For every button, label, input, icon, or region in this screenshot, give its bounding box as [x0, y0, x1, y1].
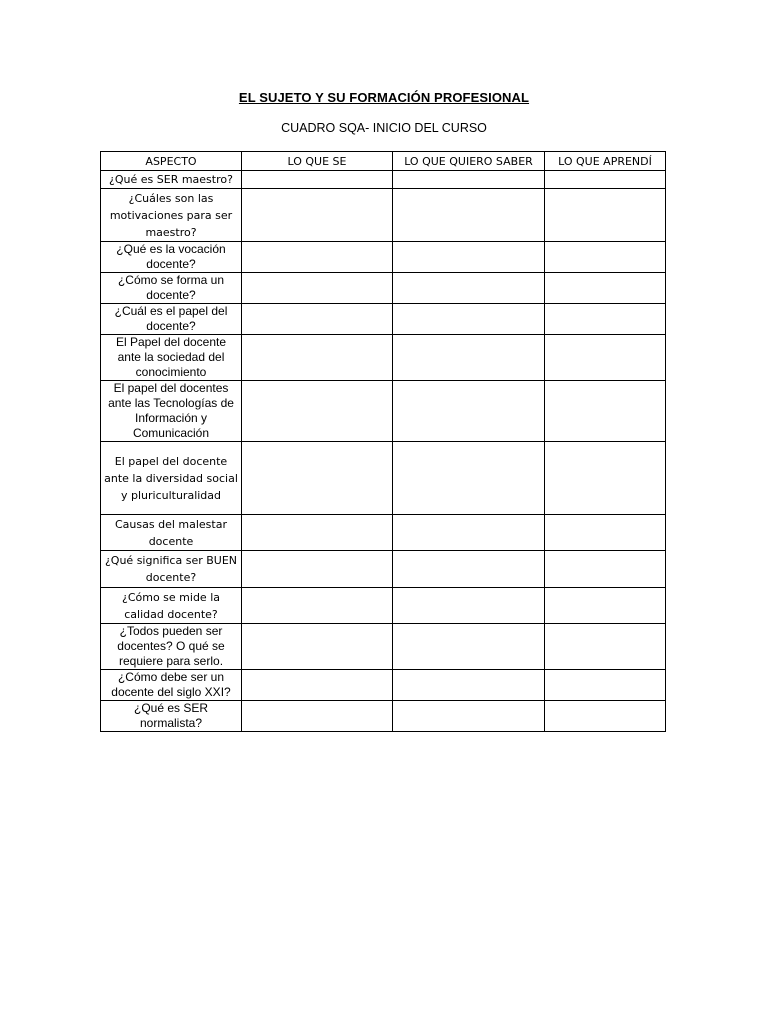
table-row — [101, 588, 666, 624]
lo-que-quiero-saber-cell[interactable] — [393, 670, 545, 701]
lo-que-quiero-saber-cell[interactable] — [393, 304, 545, 335]
lo-que-quiero-saber-cell[interactable] — [393, 242, 545, 273]
lo-que-quiero-saber-cell[interactable] — [393, 189, 545, 242]
lo-que-se-cell[interactable] — [242, 588, 393, 624]
table-row — [101, 670, 666, 701]
lo-que-aprendi-cell[interactable] — [545, 304, 666, 335]
lo-que-aprendi-cell[interactable] — [545, 189, 666, 242]
lo-que-quiero-saber-cell[interactable] — [393, 701, 545, 732]
lo-que-se-cell[interactable] — [242, 442, 393, 515]
lo-que-aprendi-cell[interactable] — [545, 335, 666, 381]
sqa-table — [100, 151, 666, 732]
header-lo-que-se: LO QUE SE — [242, 152, 393, 171]
lo-que-se-cell[interactable] — [242, 171, 393, 189]
aspect-cell: ¿Cómo se forma un docente? — [101, 273, 242, 304]
lo-que-quiero-saber-cell[interactable] — [393, 551, 545, 588]
table-row — [101, 335, 666, 381]
aspect-cell: ¿Todos pueden ser docentes? O qué se requiere para serlo. — [101, 624, 242, 670]
lo-que-se-cell[interactable] — [242, 304, 393, 335]
lo-que-aprendi-cell[interactable] — [545, 242, 666, 273]
lo-que-quiero-saber-cell[interactable] — [393, 442, 545, 515]
table-header-row — [101, 152, 666, 171]
aspect-cell: El Papel del docente ante la sociedad del conocimiento — [101, 335, 242, 381]
aspect-cell: Causas del malestar docente — [101, 515, 242, 551]
lo-que-se-cell[interactable] — [242, 551, 393, 588]
aspect-cell: ¿Cuáles son las motivaciones para ser maestro? — [101, 189, 242, 242]
aspect-cell: ¿Qué es la vocación docente? — [101, 242, 242, 273]
aspect-cell: ¿Cómo se mide la calidad docente? — [101, 588, 242, 624]
lo-que-quiero-saber-cell[interactable] — [393, 588, 545, 624]
aspect-cell: El papel del docentes ante las Tecnologías de Información y Comunicación — [101, 381, 242, 442]
table-row — [101, 381, 666, 442]
lo-que-quiero-saber-cell[interactable] — [393, 171, 545, 189]
lo-que-aprendi-cell[interactable] — [545, 701, 666, 732]
lo-que-se-cell[interactable] — [242, 670, 393, 701]
lo-que-quiero-saber-cell[interactable] — [393, 624, 545, 670]
lo-que-aprendi-cell[interactable] — [545, 171, 666, 189]
table-row — [101, 304, 666, 335]
lo-que-aprendi-cell[interactable] — [545, 551, 666, 588]
lo-que-aprendi-cell[interactable] — [545, 381, 666, 442]
lo-que-aprendi-cell[interactable] — [545, 442, 666, 515]
aspect-cell: ¿Qué es SER normalista? — [101, 701, 242, 732]
aspect-cell: ¿Qué significa ser BUEN docente? — [101, 551, 242, 588]
lo-que-quiero-saber-cell[interactable] — [393, 515, 545, 551]
lo-que-quiero-saber-cell[interactable] — [393, 273, 545, 304]
aspect-cell: El papel del docente ante la diversidad social y pluriculturalidad — [101, 442, 242, 515]
lo-que-aprendi-cell[interactable] — [545, 670, 666, 701]
table-row — [101, 171, 666, 189]
header-lo-que-quiero-saber: LO QUE QUIERO SABER — [393, 152, 545, 171]
lo-que-se-cell[interactable] — [242, 381, 393, 442]
lo-que-aprendi-cell[interactable] — [545, 588, 666, 624]
table-row — [101, 624, 666, 670]
header-aspecto: ASPECTO — [101, 152, 242, 171]
table-row — [101, 515, 666, 551]
aspect-cell: ¿Cuál es el papel del docente? — [101, 304, 242, 335]
lo-que-quiero-saber-cell[interactable] — [393, 381, 545, 442]
lo-que-aprendi-cell[interactable] — [545, 273, 666, 304]
header-lo-que-aprendi: LO QUE APRENDÍ — [545, 152, 666, 171]
lo-que-se-cell[interactable] — [242, 273, 393, 304]
lo-que-quiero-saber-cell[interactable] — [393, 335, 545, 381]
lo-que-aprendi-cell[interactable] — [545, 515, 666, 551]
page-subtitle: CUADRO SQA- INICIO DEL CURSO — [281, 121, 487, 135]
table-row — [101, 189, 666, 242]
aspect-cell: ¿Qué es SER maestro? — [101, 171, 242, 189]
lo-que-se-cell[interactable] — [242, 515, 393, 551]
page-title: EL SUJETO Y SU FORMACIÓN PROFESIONAL — [238, 90, 530, 105]
table-row — [101, 551, 666, 588]
lo-que-se-cell[interactable] — [242, 335, 393, 381]
table-row — [101, 442, 666, 515]
lo-que-aprendi-cell[interactable] — [545, 624, 666, 670]
table-row — [101, 273, 666, 304]
aspect-cell: ¿Cómo debe ser un docente del siglo XXI? — [101, 670, 242, 701]
lo-que-se-cell[interactable] — [242, 701, 393, 732]
table-row — [101, 701, 666, 732]
lo-que-se-cell[interactable] — [242, 624, 393, 670]
lo-que-se-cell[interactable] — [242, 189, 393, 242]
table-row — [101, 242, 666, 273]
lo-que-se-cell[interactable] — [242, 242, 393, 273]
